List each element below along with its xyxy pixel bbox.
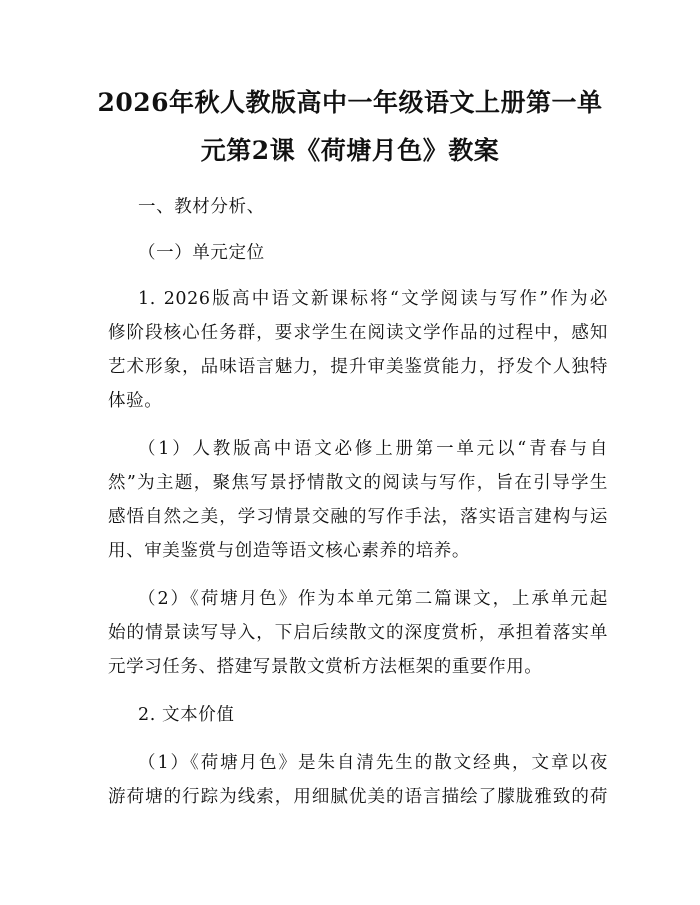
document-title-line-1: 2026年秋人教版高中一年级语文上册第一单 (97, 88, 603, 117)
paragraph-line: 体验。 (108, 391, 163, 411)
paragraph-line: 1. 2026版高中语文新课标将“文学阅读与写作”作为必 (138, 289, 608, 309)
paragraph-line: 艺术形象，品味语言魅力，提升审美鉴赏能力，抒发个人独特 (108, 357, 608, 377)
paragraph-line: 感悟自然之美，学习情景交融的写作手法，落实语言建构与运 (108, 507, 608, 527)
paragraph-line: 元学习任务、搭建写景散文赏析方法框架的重要作用。 (108, 657, 543, 677)
paragraph-line: （1）人教版高中语文必修上册第一单元以“青春与自 (138, 439, 608, 459)
paragraph-line: 用、审美鉴赏与创造等语文核心素养的培养。 (108, 541, 470, 561)
paragraph-line: （2）《荷塘月色》作为本单元第二篇课文，上承单元起 (138, 589, 608, 609)
paragraph-line: 修阶段核心任务群，要求学生在阅读文学作品的过程中，感知 (108, 323, 608, 343)
paragraph-line: 始的情景读写导入，下启后续散文的深度赏析，承担着落实单 (108, 623, 608, 643)
paragraph-line: （1）《荷塘月色》是朱自清先生的散文经典，文章以夜 (138, 753, 608, 773)
paragraph-line: 游荷塘的行踪为线索，用细腻优美的语言描绘了朦胧雅致的荷 (108, 787, 608, 807)
subsection-heading: （一）单元定位 (138, 243, 265, 263)
paragraph-line: 然”为主题，聚焦写景抒情散文的阅读与写作，旨在引导学生 (108, 473, 608, 493)
subsection-heading: 2. 文本价值 (138, 705, 235, 725)
document-title-line-2: 元第2课《荷塘月色》教案 (200, 136, 500, 165)
section-heading: 一、教材分析、 (138, 197, 265, 217)
